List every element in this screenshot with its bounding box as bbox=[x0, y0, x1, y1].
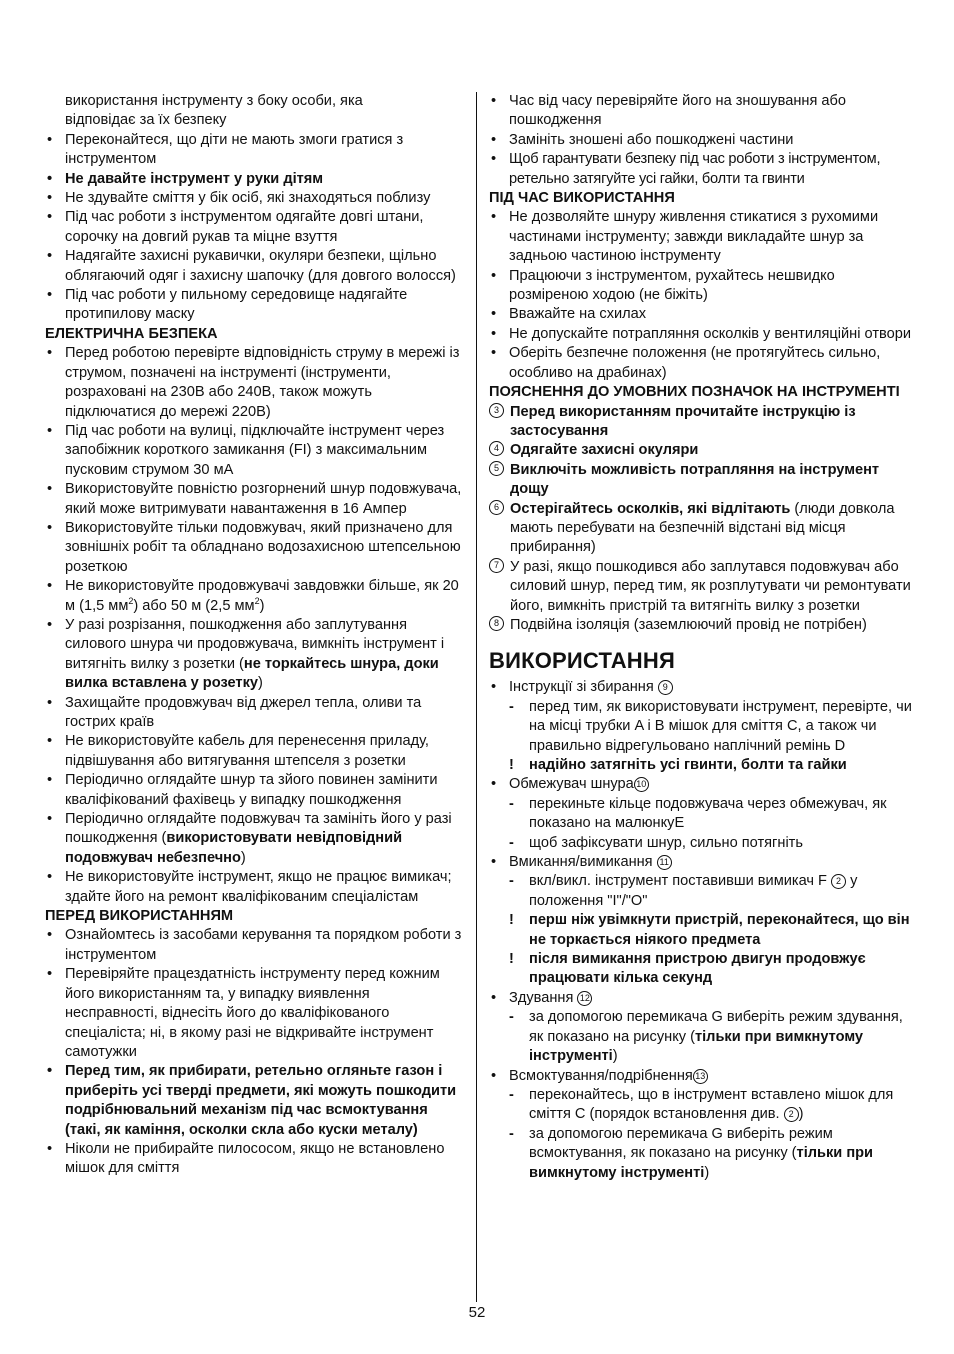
circled-number-icon: 10 bbox=[634, 777, 649, 792]
warning-item: ! перш ніж увімкнути пристрій, переконайтеся, що він не торкається ніякого предмета bbox=[509, 912, 910, 948]
list-item: • Обмежувач шнура 10 bbox=[489, 775, 913, 794]
list-item: • Інструкції зі збирання 9 bbox=[489, 678, 913, 697]
list-item: • Ніколи не прибирайте пилососом, якщо не встановлено мішок для сміття bbox=[47, 1140, 445, 1177]
sub-item: - щоб зафіксувати шнур, сильно потягніть bbox=[509, 834, 803, 851]
warning-item: ! надійно затягніть усі гвинти, болти та гайки bbox=[489, 756, 913, 775]
symbol-item: 3 Перед використанням прочитайте інструкцію із застосування bbox=[489, 403, 913, 442]
list-item: • Не давайте інструмент у руки дітям bbox=[47, 170, 324, 187]
intro-text: використання інструменту з боку особи, яка відповідає за їх безпеку bbox=[65, 93, 363, 129]
circled-number-icon: 13 bbox=[693, 1069, 708, 1084]
circled-number-icon: 8 bbox=[489, 616, 504, 631]
list-item: • Перевіряйте працездатність інструменту перед кожним його використанням та, у випадку виявлення несправності, віднесіть його до кваліфікованого спеціаліста; ні, в якому разі не відкривайте інструмент самотужки bbox=[47, 966, 440, 1060]
list-item: • Періодично оглядайте подовжувач та замініть його у разі пошкодження (використовувати невідповідний подовжувач небезпечно) bbox=[47, 811, 452, 866]
list-item: • Не здувайте сміття у бік осіб, які знаходяться поблизу bbox=[47, 190, 431, 207]
warning-mark: ! bbox=[509, 951, 514, 968]
sub-item: - переконайтесь, що в інструмент вставлено мішок для сміття C (порядок встановлення див. 2 ) bbox=[509, 1086, 894, 1123]
sub-item: - перекиньте кільце подовжувача через обмежувач, як показано на малюнкуE bbox=[509, 795, 887, 832]
page-number: 52 bbox=[468, 1304, 486, 1321]
list-item: • Не дозволяйте шнуру живлення стикатися з рухомими частинами інструменту; завжди викладайте шнур за задньою частиною інструменту bbox=[491, 209, 879, 265]
circled-number-icon: 2 bbox=[784, 1107, 799, 1122]
list-item: • Не використовуйте інструмент, якщо не працює вимикач; здайте його на ремонт кваліфікованим спеціалістам bbox=[47, 869, 452, 905]
circled-number-icon: 2 bbox=[831, 874, 846, 889]
sub-item: - перед тим, як використовувати інструмент, перевірте, чи на місці трубки A і B мішок для сміття C, а також чи правильно відрегульовано наплічний ремінь D bbox=[509, 698, 912, 754]
symbol-item: 4 Одягайте захисні окуляри bbox=[489, 441, 913, 460]
list-item: • Щоб гарантувати безпеку під час роботи з інструментом, ретельно затягуйте усі гайки, болти та гвинти bbox=[491, 151, 881, 187]
circled-number-icon: 4 bbox=[489, 441, 504, 456]
section-heading-before-use: ПЕРЕД ВИКОРИСТАННЯМ bbox=[45, 908, 234, 925]
sub-item: - вкл/викл. інструмент поставивши вимикач F 2 у положення "I"/"O" bbox=[509, 873, 858, 909]
circled-number-icon: 7 bbox=[489, 558, 504, 573]
symbol-item: 6 Остерігайтесь осколків, які відлітають (люди довкола мають перебувати на безпечній відстані від місця прибирання) bbox=[489, 500, 913, 558]
list-item: • Не використовуйте кабель для перенесення приладу, підвішування або витягування штепселя з розетки bbox=[47, 733, 429, 769]
circled-number-icon: 12 bbox=[577, 991, 592, 1006]
sub-item: - за допомогою перемикача G виберіть режим всмоктування, як показано на рисунку (тільки при вимкнутому інструменті) bbox=[509, 1125, 874, 1181]
column-divider bbox=[476, 92, 477, 1302]
section-heading-symbols: ПОЯСНЕННЯ ДО УМОВНИХ ПОЗНАЧОК НА ІНСТРУМЕНТІ bbox=[489, 384, 900, 401]
circled-number-icon: 5 bbox=[489, 461, 504, 476]
list-item: • Перед тим, як прибирати, ретельно огляньте газон і приберіть усі тверді предмети, які можуть пошкодити подрібнювальний механізм під час всмоктування (такі, як каміння, осколки скла або куски металу) bbox=[47, 1063, 457, 1138]
list-item: • Використовуйте повністю розгорнений шнур подовжувача, який може витримувати навантаження в 16 Ампер bbox=[47, 481, 462, 517]
symbol-item: 5 Виключіть можливість потрапляння на інструмент дощу bbox=[489, 461, 913, 500]
list-item: • Час від часу перевіряйте його на зношування або пошкодження bbox=[491, 93, 846, 129]
section-title-use: ВИКОРИСТАННЯ bbox=[489, 648, 675, 674]
list-item: • Вважайте на схилах bbox=[491, 306, 647, 323]
circled-number-icon: 9 bbox=[658, 680, 673, 695]
circled-number-icon: 6 bbox=[489, 500, 504, 515]
list-item: • Ознайомтесь із засобами керування та порядком роботи з інструментом bbox=[47, 927, 462, 963]
list-item: • Використовуйте тільки подовжувач, який призначено для зовнішніх робіт та обладнано водозахисною штепсельною розеткою bbox=[47, 519, 461, 575]
list-item: • Здування 12 bbox=[489, 989, 913, 1008]
list-item: • Під час роботи на вулиці, підключайте інструмент через запобіжник короткого замикання (FI) з максимальним пусковим струмом 30 мА bbox=[47, 422, 445, 478]
list-item: • Вмикання/вимикання 11 bbox=[489, 853, 913, 872]
list-item: • Працюючи з інструментом, рухайтесь нешвидко розміреною ходою (не біжіть) bbox=[491, 267, 835, 304]
list-item: • Захищайте продовжувач від джерел тепла, оливи та гострих країв bbox=[47, 694, 422, 730]
section-heading-electrical-safety: ЕЛЕКТРИЧНА БЕЗПЕКА bbox=[45, 325, 218, 342]
list-item: • Під час роботи з інструментом одягайте довгі штани, сорочку на довгий рукав та міцне взуття bbox=[47, 209, 424, 245]
list-item: • Оберіть безпечне положення (не протягуйтесь сильно, особливо на драбинах) bbox=[491, 345, 881, 381]
list-item: • Періодично оглядайте шнур та зйого повинен замінити кваліфікований фахівець у випадку пошкодження bbox=[47, 772, 438, 808]
list-item: • Не допускайте потрапляння осколків у вентиляційні отвори bbox=[491, 325, 911, 342]
list-item: • У разі розрізання, пошкодження або заплутування силового шнура чи продовжувача, вимкніть інструмент і витягніть вилку з розетки (не торкайтесь шнура, доки вилка вставлена у розетку) bbox=[47, 616, 445, 692]
list-item: • Замініть зношені або пошкоджені частини bbox=[491, 131, 794, 148]
left-column bbox=[45, 92, 465, 1179]
list-item: • Під час роботи у пильному середовище надягайте протипилову маску bbox=[47, 287, 408, 323]
symbol-item: 8 Подвійна ізоляція (заземлюючий провід не потрібен) bbox=[489, 616, 913, 635]
circled-number-icon: 3 bbox=[489, 403, 504, 418]
list-item: • Не використовуйте продовжувачі завдовжки більше, як 20 м (1,5 $мм^2$) або 50 м (2,5 $мм^2$) bbox=[47, 578, 459, 614]
right-column bbox=[489, 92, 913, 1183]
sub-item: - за допомогою перемикача G виберіть режим здування, як показано на рисунку (тільки при вимкнутому інструменті) bbox=[509, 1009, 903, 1065]
list-item: • Перед роботою перевірте відповідність струму в мережі із струмом, позначені на інструменті (інструменти, розраховані на 230В або 240В, також можуть підключатися до мережі 220В) bbox=[47, 345, 460, 420]
list-item: • Всмоктування/подрібнення 13 bbox=[489, 1067, 913, 1086]
symbol-item: 7 У разі, якщо пошкодився або заплутався подовжувач або силовий шнур, перед тим, як розплутувати чи ремонтувати його, вимкніть пристрій та витягніть вилку з розетки bbox=[489, 558, 913, 616]
warning-mark: ! bbox=[509, 757, 514, 773]
list-item: • Надягайте захисні рукавички, окуляри безпеки, щільно облягаючий одяг і захисну шапочку (для довгого волосся) bbox=[47, 248, 456, 284]
list-item: • Переконайтеся, що діти не мають змоги гратися з інструментом bbox=[47, 131, 404, 168]
section-heading-during-use: ПІД ЧАС ВИКОРИСТАННЯ bbox=[489, 190, 675, 207]
warning-item: ! після вимикання пристрою двигун продовжує працювати кілька секунд bbox=[509, 951, 866, 987]
warning-mark: ! bbox=[509, 912, 514, 929]
circled-number-icon: 11 bbox=[657, 855, 672, 870]
